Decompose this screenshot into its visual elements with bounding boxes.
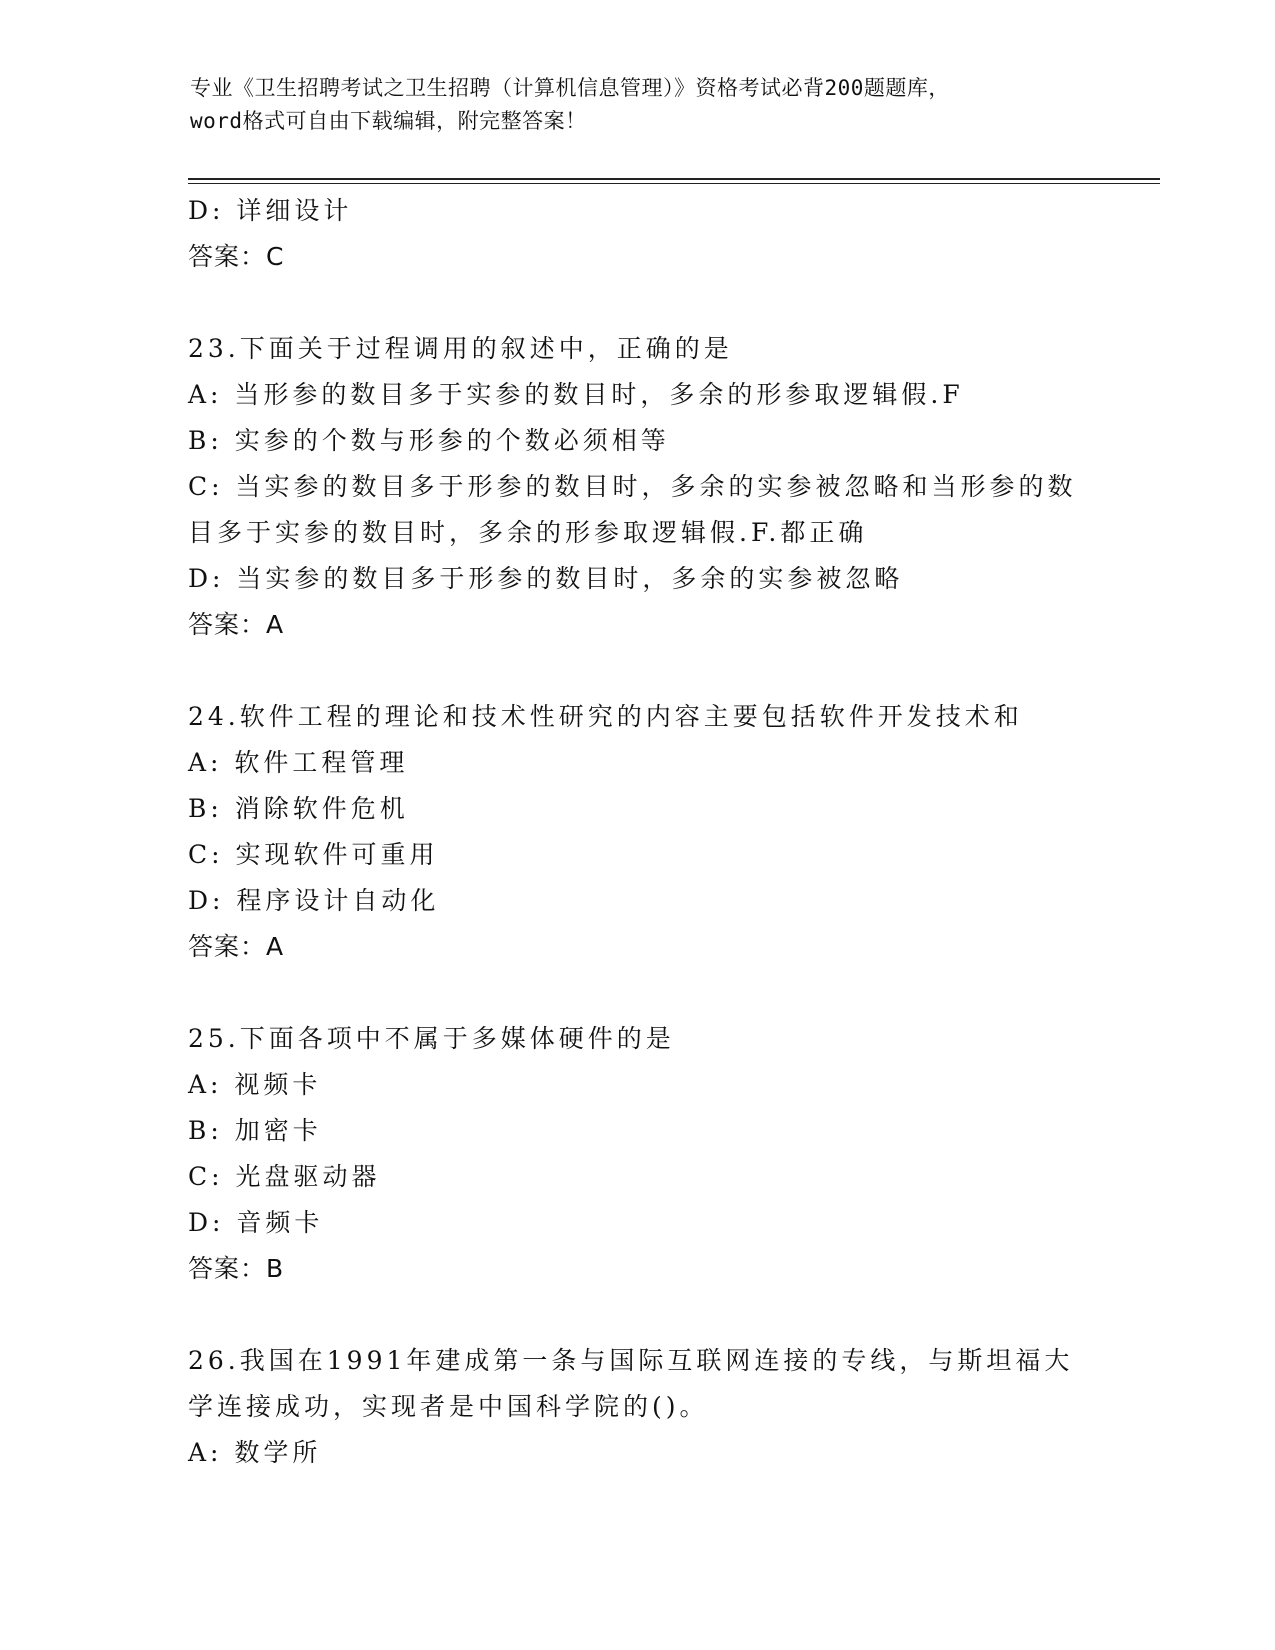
header-divider-secondary [188, 183, 1160, 184]
option-d: D: 详细设计 [188, 196, 353, 225]
header-line-1: 专业《卫生招聘考试之卫生招聘（计算机信息管理）》资格考试必背200题题库， [190, 76, 950, 100]
option-a: A: 软件工程管理 [188, 748, 409, 777]
question-block [188, 694, 1088, 970]
header-line-2: word格式可自由下载编辑，附完整答案！ [190, 109, 587, 133]
question-block [188, 1016, 1088, 1292]
option-d: D: 当实参的数目多于形参的数目时，多余的实参被忽略 [188, 564, 904, 593]
question-block [188, 1338, 1088, 1476]
question-stem: 23.下面关于过程调用的叙述中，正确的是 [188, 334, 733, 363]
option-d: D: 程序设计自动化 [188, 886, 440, 915]
option-c: C: 光盘驱动器 [188, 1162, 381, 1191]
question-stem: 26.我国在1991年建成第一条与国际互联网连接的专线，与斯坦福大 [188, 1346, 1074, 1375]
question-gap [188, 1292, 1088, 1338]
answer-line: 答案：C [188, 242, 285, 271]
question-stem: 24.软件工程的理论和技术性研究的内容主要包括软件开发技术和 [188, 702, 1023, 731]
header-divider [188, 178, 1160, 180]
answer-line: 答案：B [188, 1254, 285, 1283]
question-gap [188, 970, 1088, 1016]
option-b: B: 加密卡 [188, 1116, 322, 1145]
question-gap [188, 280, 1088, 326]
question-gap [188, 648, 1088, 694]
answer-line: 答案：A [188, 932, 285, 961]
option-c: 目多于实参的数目时，多余的形参取逻辑假.F.都正确 [188, 518, 868, 547]
option-b: B: 实参的个数与形参的个数必须相等 [188, 426, 670, 455]
option-b: B: 消除软件危机 [188, 794, 409, 823]
question-stem: 25.下面各项中不属于多媒体硬件的是 [188, 1024, 675, 1053]
option-c: C: 实现软件可重用 [188, 840, 439, 869]
questions-container [188, 280, 1088, 1476]
option-d: D: 音频卡 [188, 1208, 324, 1237]
document-header [190, 72, 1090, 138]
question-list [188, 188, 1088, 1476]
option-a: A: 数学所 [188, 1438, 322, 1467]
question-block [188, 326, 1088, 648]
option-a: A: 当形参的数目多于实参的数目时，多余的形参取逻辑假.F [188, 380, 964, 409]
answer-line: 答案：A [188, 610, 285, 639]
question-stem: 学连接成功，实现者是中国科学院的()。 [188, 1392, 709, 1421]
option-a: A: 视频卡 [188, 1070, 322, 1099]
option-c: C: 当实参的数目多于形参的数目时，多余的实参被忽略和当形参的数 [188, 472, 1077, 501]
